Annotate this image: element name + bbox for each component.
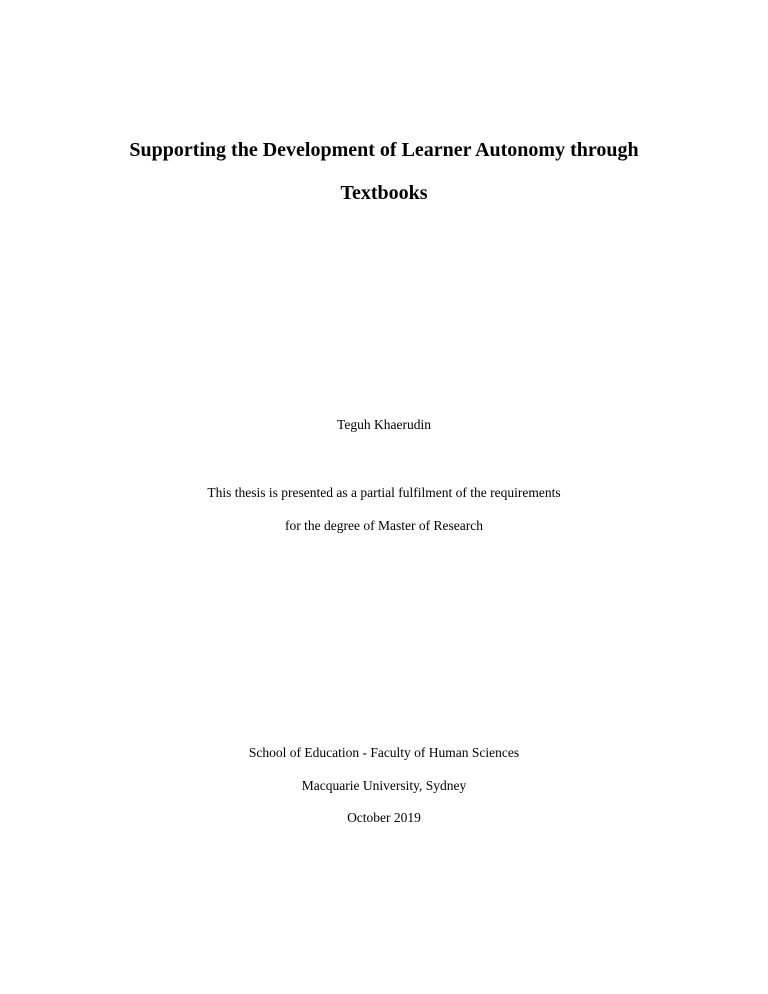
degree-statement-line-2: for the degree of Master of Research: [285, 518, 483, 533]
submission-date: October 2019: [347, 810, 421, 825]
thesis-title-line-2: Textbooks: [340, 182, 428, 204]
thesis-title-line-1: Supporting the Development of Learner Autonomy through: [129, 139, 639, 161]
author-name: Teguh Khaerudin: [337, 417, 431, 432]
degree-statement-line-1: This thesis is presented as a partial fulfilment of the requirements: [207, 485, 561, 500]
school-faculty: School of Education - Faculty of Human Sciences: [248, 745, 520, 760]
university-location: Macquarie University, Sydney: [301, 778, 467, 793]
